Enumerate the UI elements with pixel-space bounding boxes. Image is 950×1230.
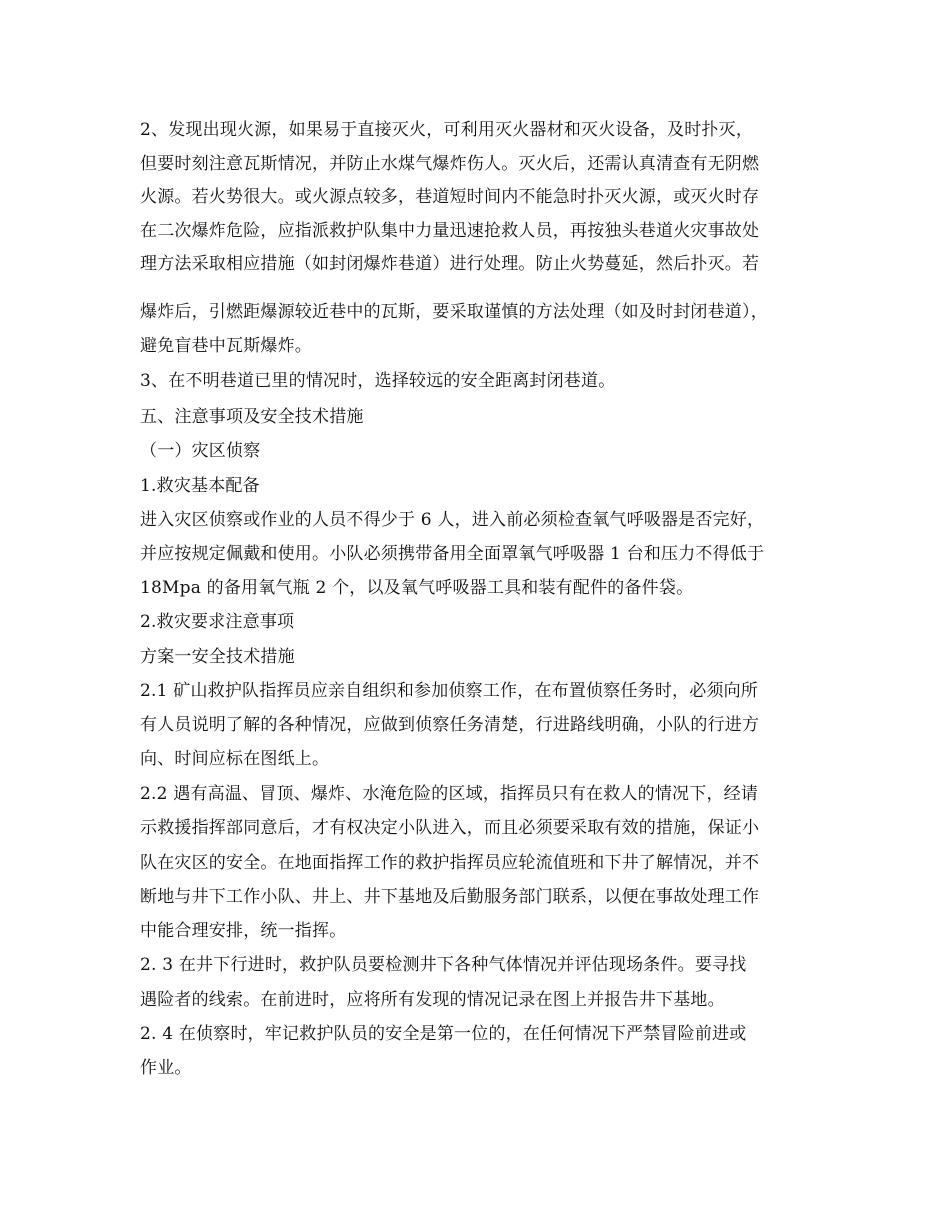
- text-line: 2. 3 在井下行进时，救护队员要检测井下各种气体情况并评估现场条件。要寻找: [140, 955, 747, 975]
- text-line: 向、时间应标在图纸上。: [140, 749, 330, 769]
- text-line: 队在灾区的安全。在地面指挥工作的救护指挥员应轮流值班和下井了解情况，并不: [140, 853, 760, 873]
- text-line: 2.1 矿山救护队指挥员应亲自组织和参加侦察工作，在布置侦察任务时，必须向所: [140, 681, 759, 701]
- text-line: 示救援指挥部同意后，才有权决定小队进入，而且必须要采取有效的措施，保证小: [140, 818, 760, 838]
- text-line: 但要时刻注意瓦斯情况，并防止水煤气爆炸伤人。灭火后，还需认真清查有无阴燃: [140, 154, 760, 174]
- text-line: 2. 4 在侦察时，牢记救护队员的安全是第一位的，在任何情况下严禁冒险前进或: [140, 1024, 747, 1044]
- text-line: 中能合理安排，统一指挥。: [140, 921, 347, 941]
- text-line: 进入灾区侦察或作业的人员不得少于 6 人，进入前必须检查氧气呼吸器是否完好，: [140, 510, 765, 530]
- text-line: 18Mpa 的备用氧气瓶 2 个，以及氧气呼吸器工具和装有配件的备件袋。: [140, 578, 694, 598]
- text-line: 爆炸后，引燃距爆源较近巷中的瓦斯，要采取谨慎的方法处理（如及时封闭巷道），: [140, 302, 768, 322]
- text-line: 2.2 遇有高温、冒顶、爆炸、水淹危险的区域，指挥员只有在救人的情况下，经请: [140, 784, 759, 804]
- text-line: 并应按规定佩戴和使用。小队必须携带备用全面罩氧气呼吸器 1 台和压力不得低于: [140, 544, 765, 564]
- text-line: 3、在不明巷道已里的情况时，选择较远的安全距离封闭巷道。: [140, 371, 616, 391]
- text-line: 在二次爆炸危险，应指派救护队集中力量迅速抢救人员，再按独头巷道火灾事故处: [140, 221, 760, 241]
- text-line: 理方法采取相应措施（如封闭爆炸巷道）进行处理。防止火势蔓延，然后扑灭。若: [140, 254, 760, 274]
- text-line: 2、发现出现火源，如果易于直接灭火，可利用灭火器材和灭火设备，及时扑灭，: [140, 120, 754, 140]
- text-line: 遇险者的线索。在前进时，应将所有发现的情况记录在图上并报告井下基地。: [140, 990, 725, 1010]
- item-heading: 1.救灾基本配备: [140, 476, 260, 496]
- text-line: 作业。: [140, 1058, 192, 1078]
- text-line: 火源。若火势很大。或火源点较多，巷道短时间内不能急时扑灭火源，或灭火时存: [140, 187, 760, 207]
- text-line: 避免盲巷中瓦斯爆炸。: [140, 336, 312, 356]
- item-heading: 2.救灾要求注意事项: [140, 612, 295, 632]
- subsection-heading: （一）灾区侦察: [140, 441, 261, 461]
- section-heading: 五、注意事项及安全技术措施: [140, 407, 364, 427]
- text-line: 有人员说明了解的各种情况，应做到侦察任务清楚，行进路线明确，小队的行进方: [140, 715, 760, 735]
- text-line: 断地与井下工作小队、井上、井下基地及后勤服务部门联系，以便在事故处理工作: [140, 887, 760, 907]
- item-heading: 方案一安全技术措施: [140, 647, 295, 667]
